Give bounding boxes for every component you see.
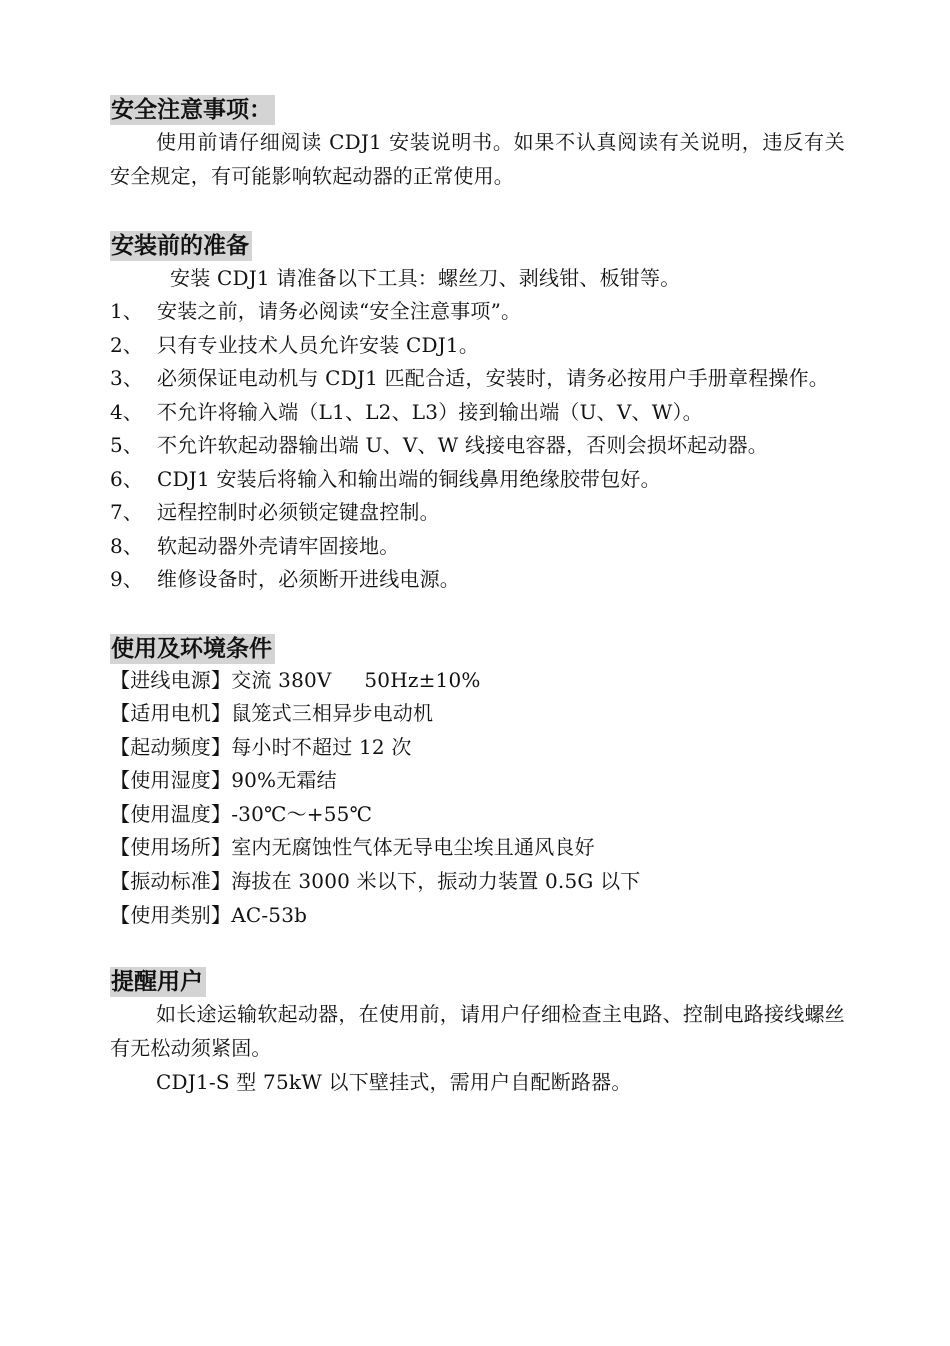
list-item <box>110 563 845 597</box>
spec-line: 【使用湿度】90%无霜结 <box>110 768 337 793</box>
safety-heading: 安全注意事项： <box>110 95 275 125</box>
list-item <box>110 362 845 396</box>
install-intro: 安装 CDJ1 请准备以下工具：螺丝刀、剥线钳、板钳等。 <box>170 266 681 290</box>
list-item <box>110 530 845 564</box>
spec-line: 【适用电机】鼠笼式三相异步电动机 <box>110 701 434 726</box>
spec-line: 【起动频度】每小时不超过 12 次 <box>110 734 412 759</box>
list-item-number: 5、 <box>110 433 144 457</box>
reminder-section <box>110 932 845 1099</box>
list-item-text: 远程控制时必须锁定键盘控制。 <box>157 500 440 524</box>
list-item-number: 8、 <box>110 533 144 558</box>
list-item-text: 安装之前，请务必阅读“安全注意事项”。 <box>157 299 522 323</box>
reminder-heading: 提醒用户 <box>110 967 206 997</box>
safety-paragraph: 使用前请仔细阅读 CDJ1 安装说明书。如果不认真阅读有关说明，违反有关安全规定，有可能影响软起动器的正常使用。 <box>110 130 845 188</box>
list-item-number: 3、 <box>110 366 144 390</box>
manual-page <box>110 95 845 1099</box>
list-item-number: 1、 <box>110 299 144 323</box>
install-list <box>110 295 845 597</box>
list-item-text: CDJ1 安装后将输入和输出端的铜线鼻用绝缘胶带包好。 <box>157 466 661 491</box>
list-item <box>110 496 845 530</box>
spec-line: 【使用场所】室内无腐蚀性气体无导电尘埃且通风良好 <box>110 835 595 860</box>
safety-section <box>110 95 845 193</box>
list-item-number: 4、 <box>110 399 144 424</box>
list-item-text: 不允许将输入端（L1、L2、L3）接到输出端（U、V、W）。 <box>157 399 703 424</box>
environment-section <box>110 597 845 933</box>
list-item-text: 只有专业技术人员允许安装 CDJ1。 <box>157 332 480 357</box>
list-item <box>110 463 845 497</box>
list-item <box>110 429 845 463</box>
list-item <box>110 396 845 430</box>
list-item <box>110 329 845 363</box>
install-section <box>110 193 845 597</box>
environment-heading: 使用及环境条件 <box>110 634 275 664</box>
list-item <box>110 295 845 329</box>
spec-line: 【使用类别】AC-53b <box>110 902 308 927</box>
spec-line: 【使用温度】-30℃～+55℃ <box>110 801 373 826</box>
list-item-number: 2、 <box>110 332 144 357</box>
reminder-paragraph: CDJ1-S 型 75kW 以下壁挂式，需用户自配断路器。 <box>156 1070 632 1095</box>
spec-line: 【振动标准】海拔在 3000 米以下，振动力装置 0.5G 以下 <box>110 869 641 894</box>
list-item-number: 6、 <box>110 466 144 491</box>
list-item-text: 不允许软起动器输出端 U、V、W 线接电容器，否则会损坏起动器。 <box>157 433 768 457</box>
spec-line: 【进线电源】交流 380V 50Hz±10% <box>110 667 481 692</box>
list-item-text: 维修设备时，必须断开进线电源。 <box>157 567 460 591</box>
list-item-number: 9、 <box>110 567 144 591</box>
list-item-text: 必须保证电动机与 CDJ1 匹配合适，安装时，请务必按用户手册章程操作。 <box>157 366 829 390</box>
list-item-number: 7、 <box>110 500 144 524</box>
install-heading: 安装前的准备 <box>110 231 252 261</box>
reminder-paragraph: 如长途运输软起动器，在使用前，请用户仔细检查主电路、控制电路接线螺丝有无松动须紧固。 <box>110 1002 845 1061</box>
list-item-text: 软起动器外壳请牢固接地。 <box>157 533 400 558</box>
